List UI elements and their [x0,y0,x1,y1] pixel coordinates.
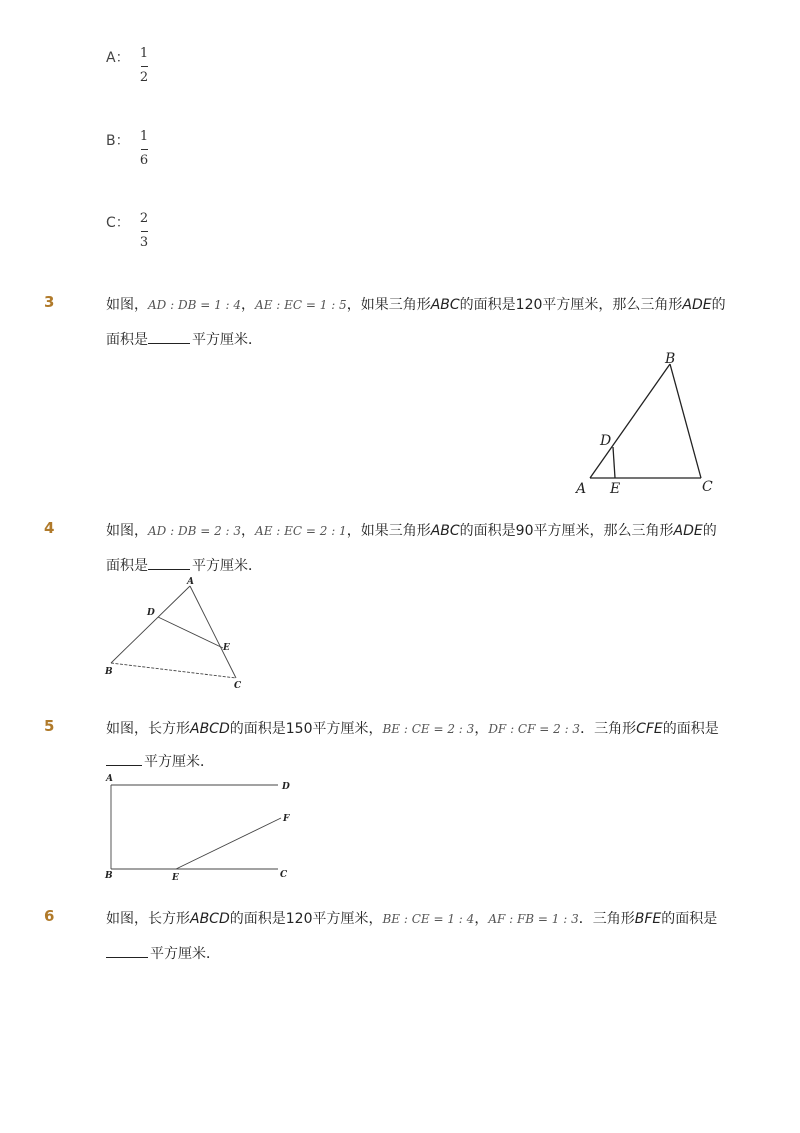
label-d: D [600,433,612,449]
text: 面积是 [106,332,148,348]
numerator: 1 [139,46,149,61]
label-d: D [147,608,155,618]
label-f: F [283,814,290,824]
question-number: 3 [44,293,55,311]
triangle-name: CFE [636,721,663,737]
ratio-ae-ec: AE : EC = 2 : 1 [255,524,347,538]
text: 平方厘米． [192,558,262,574]
text: ， [474,911,489,927]
rectangle-name: ABCD [190,721,230,737]
ratio-ae-ec: AE : EC = 1 : 5 [255,298,347,312]
ratio-ad-db: AD : DB = 2 : 3 [148,524,242,538]
denominator: 6 [139,153,149,168]
text: 的面积是90平方厘米，那么三角形 [459,523,674,539]
ratio-be-ce: BE : CE = 2 : 3 [382,722,475,736]
question-text-line1 [106,908,717,928]
triangle-name: ABC [430,523,460,539]
label-b: B [105,667,113,677]
segment-ef [176,818,281,869]
triangle-name: ADE [682,297,712,313]
label-c: C [234,681,242,691]
text: 如图，长方形 [106,721,190,737]
label-c: C [702,479,713,495]
text: 的 [702,523,717,539]
question-number: 5 [44,717,55,735]
label-e: E [172,873,179,883]
label-e: E [223,643,230,653]
text: 如图，长方形 [106,911,190,927]
label-c: C [280,870,288,880]
text: 平方厘米． [144,754,214,770]
denominator: 2 [139,70,149,85]
triangle-name: BFE [634,911,662,927]
text: 平方厘米． [150,946,220,962]
text: 的面积是150平方厘米， [229,721,383,737]
text: 如图， [106,523,148,539]
text: ．三角形 [580,721,637,737]
numerator: 1 [139,129,149,144]
text: 的 [711,297,726,313]
text: 的面积是120平方厘米， [229,911,383,927]
text: ，如果三角形 [346,523,431,539]
answer-blank[interactable] [106,945,148,958]
text: ， [241,523,256,539]
question-number: 4 [44,519,55,537]
option-letter: A： [106,50,130,66]
label-b: B [105,871,113,881]
label-b: B [665,351,676,367]
text: 面积是 [106,558,148,574]
label-a: A [576,481,587,497]
text: ， [474,721,489,737]
label-d: D [282,782,290,792]
ratio-ad-db: AD : DB = 1 : 4 [148,298,242,312]
text: 的面积是120平方厘米，那么三角形 [459,297,683,313]
text: ，如果三角形 [346,297,431,313]
question-text-line2 [106,943,220,963]
ratio-be-ce: BE : CE = 1 : 4 [382,912,475,926]
text: ．三角形 [578,911,635,927]
text: ， [241,297,256,313]
ratio-af-fb: AF : FB = 1 : 3 [488,912,579,926]
text: 如图， [106,297,148,313]
label-a: A [187,577,194,587]
text: 的面积是 [661,911,718,927]
option-letter: C： [106,215,130,231]
question-number: 6 [44,907,55,925]
text: 的面积是 [662,721,719,737]
triangle-name: ABC [430,297,460,313]
rectangle-name: ABCD [190,911,230,927]
label-e: E [610,481,621,497]
denominator: 3 [139,235,149,250]
triangle-name: ADE [673,523,703,539]
option-letter: B： [106,133,130,149]
numerator: 2 [139,211,149,226]
text: 平方厘米． [192,332,262,348]
label-a: A [106,774,113,784]
ratio-df-cf: DF : CF = 2 : 3 [488,722,581,736]
